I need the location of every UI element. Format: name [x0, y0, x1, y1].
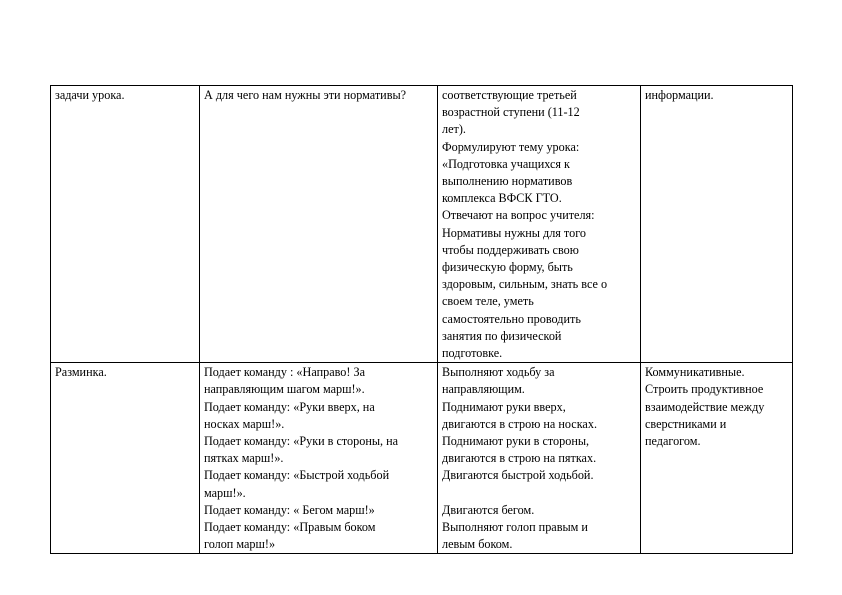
- student-activity-cell: [438, 86, 641, 363]
- cell-text-line: Поднимают руки вверх,: [442, 399, 566, 414]
- cell-text-line: физическую форму, быть: [442, 260, 573, 275]
- cell-text-line: Поднимают руки в стороны,: [442, 434, 590, 449]
- cell-text-line: возрастной ступени (11-12: [442, 105, 580, 120]
- cell-text-line: сверстниками и: [645, 416, 727, 431]
- cell-text-line: Подает команду: «Руки вверх, на: [204, 399, 375, 414]
- cell-text-line: направляющим.: [442, 382, 525, 397]
- cell-text-line: Двигаются быстрой ходьбой.: [442, 468, 594, 483]
- cell-text-line: двигаются в строю на носках.: [442, 416, 597, 431]
- cell-text-line: подготовке.: [442, 346, 503, 361]
- stage-cell: [51, 86, 200, 363]
- cell-text-line: задачи урока.: [55, 88, 125, 102]
- cell-text-line: информации.: [645, 88, 714, 102]
- cell-text-line: самостоятельно проводить: [442, 311, 581, 326]
- cell-text-line: левым боком.: [442, 537, 513, 552]
- cell-text-line: Подает команду : «Направо! За: [204, 365, 365, 380]
- cell-text-line: носках марш!».: [204, 416, 285, 431]
- cell-text-line: Коммуникативные.: [645, 365, 745, 380]
- cell-text-line: Двигаются бегом.: [442, 502, 535, 517]
- cell-text-line: соответствующие третьей: [442, 88, 577, 102]
- cell-text-line: Выполняют ходьбу за: [442, 365, 555, 380]
- cell-text-line: двигаются в строю на пятках.: [442, 451, 597, 466]
- learning-outcome-cell: [641, 363, 793, 554]
- cell-text-line: выполнению нормативов: [442, 174, 573, 189]
- table-row: [51, 86, 793, 363]
- stage-cell: [51, 363, 200, 554]
- cell-text-line: голоп марш!»: [204, 537, 276, 552]
- cell-text-line: Подает команду: « Бегом марш!»: [204, 502, 375, 517]
- cell-text-line: Нормативы нужны для того: [442, 225, 586, 240]
- blank-line: [442, 485, 636, 502]
- teacher-activity-cell: [200, 363, 438, 554]
- cell-text-line: Отвечают на вопрос учителя:: [442, 208, 595, 223]
- cell-text-line: Подает команду: «Правым боком: [204, 520, 376, 535]
- cell-text-line: марш!».: [204, 485, 246, 500]
- cell-text-line: комплекса ВФСК ГТО.: [442, 191, 562, 206]
- cell-text-line: лет).: [442, 122, 466, 137]
- cell-text-line: Строить продуктивное: [645, 382, 764, 397]
- cell-text-line: пятках марш!».: [204, 451, 284, 466]
- cell-text-line: чтобы поддерживать свою: [442, 242, 579, 257]
- cell-text-line: А для чего нам нужны эти нормативы?: [204, 88, 407, 102]
- cell-text-line: здоровым, сильным, знать все о: [442, 277, 608, 292]
- cell-text-line: Разминка.: [55, 365, 107, 380]
- student-activity-cell: [438, 363, 641, 554]
- teacher-activity-cell: [200, 86, 438, 363]
- cell-text-line: Выполняют голоп правым и: [442, 520, 588, 535]
- lesson-plan-table: [50, 85, 793, 554]
- cell-text-line: Формулируют тему урока:: [442, 139, 580, 154]
- cell-text-line: направляющим шагом марш!».: [204, 382, 365, 397]
- cell-text-line: занятия по физической: [442, 328, 562, 343]
- cell-text-line: взаимодействие между: [645, 399, 765, 414]
- cell-text-line: педагогом.: [645, 434, 701, 449]
- cell-text-line: своем теле, уметь: [442, 294, 534, 309]
- cell-text-line: «Подготовка учащихся к: [442, 156, 570, 171]
- cell-text-line: Подает команду: «Руки в стороны, на: [204, 434, 399, 449]
- learning-outcome-cell: [641, 86, 793, 363]
- cell-text-line: Подает команду: «Быстрой ходьбой: [204, 468, 390, 483]
- table-row: [51, 363, 793, 554]
